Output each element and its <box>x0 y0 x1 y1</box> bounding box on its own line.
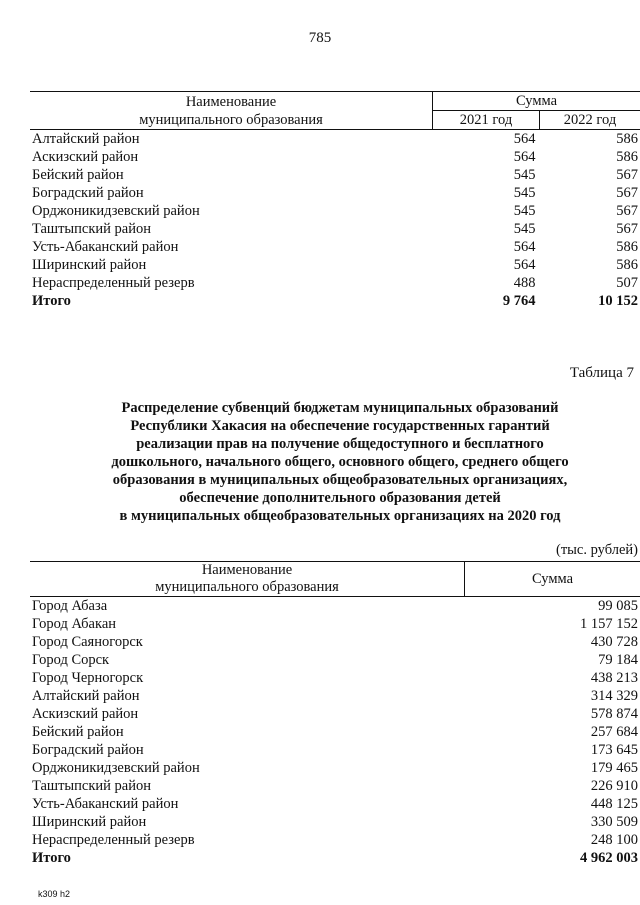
row-value-2022: 567 <box>616 167 638 183</box>
table-row <box>30 705 640 723</box>
row-value-2021: 545 <box>513 185 536 201</box>
row-name: Итого <box>32 293 71 309</box>
row-value-2022: 567 <box>616 185 638 201</box>
table-row <box>30 651 640 669</box>
row-name: Орджоникидзевский район <box>32 760 200 776</box>
row-name: Нераспределенный резерв <box>32 275 195 291</box>
row-name: Город Абаза <box>32 598 108 614</box>
row-name: Город Саяногорск <box>32 634 143 650</box>
row-value: 314 329 <box>590 688 638 704</box>
table2-header-sum: Сумма <box>465 562 640 597</box>
row-value-2022: 567 <box>616 221 638 237</box>
row-value: 226 910 <box>590 778 638 794</box>
row-value-2022: 567 <box>616 203 638 219</box>
row-name: Боградский район <box>32 742 144 758</box>
row-value: 1 157 152 <box>580 616 638 632</box>
row-value: 330 509 <box>590 814 638 830</box>
table-row <box>30 777 640 795</box>
row-name: Нераспределенный резерв <box>32 832 195 848</box>
table-row <box>30 669 640 687</box>
allocation-table-2020 <box>30 561 640 867</box>
table-row <box>30 202 640 220</box>
row-name: Город Сорск <box>32 652 110 668</box>
table7-title <box>40 399 640 525</box>
table-row <box>30 723 640 741</box>
row-name: Усть-Абаканский район <box>32 239 179 255</box>
row-value: 430 728 <box>590 634 638 650</box>
row-name: Аскизский район <box>32 149 139 165</box>
title-line: обеспечение дополнительного образования детей <box>179 490 501 506</box>
row-name: Город Черногорск <box>32 670 144 686</box>
units-label: (тыс. рублей) <box>556 542 638 558</box>
table-row <box>30 166 640 184</box>
row-value: 578 874 <box>590 706 638 722</box>
row-value-2021: 564 <box>513 149 536 165</box>
title-line: дошкольного, начального общего, основного общего, среднего общего <box>111 454 569 470</box>
table-row <box>30 831 640 849</box>
table-row <box>30 597 640 616</box>
table-row <box>30 220 640 238</box>
row-name: Алтайский район <box>32 688 140 704</box>
row-name: Таштыпский район <box>32 221 152 237</box>
row-value: 79 184 <box>598 652 638 668</box>
title-line: образования в муниципальных общеобразовательных организациях, <box>112 472 568 488</box>
row-value-2021: 545 <box>513 203 536 219</box>
page-number: 785 <box>308 30 332 46</box>
row-value-2021: 564 <box>513 257 536 273</box>
title-line: реализации прав на получение общедоступного и бесплатного <box>136 436 544 452</box>
table2-header-name-line2: муниципального образования <box>155 579 339 595</box>
table-row <box>30 238 640 256</box>
row-name: Усть-Абаканский район <box>32 796 179 812</box>
row-name: Боградский район <box>32 185 144 201</box>
row-name: Ширинский район <box>32 814 147 830</box>
row-value: 4 962 003 <box>580 850 638 866</box>
table-row <box>30 130 640 149</box>
table2-header-name <box>30 562 465 597</box>
table-row <box>30 687 640 705</box>
table1-header-name-line2: муниципального образования <box>139 111 323 128</box>
table-row <box>30 813 640 831</box>
table-row <box>30 741 640 759</box>
row-value: 438 213 <box>590 670 638 686</box>
row-name: Алтайский район <box>32 131 140 147</box>
table-row <box>30 633 640 651</box>
table1-header-year-2021: 2021 год <box>433 111 540 130</box>
row-value-2022: 586 <box>616 149 638 165</box>
row-value: 448 125 <box>590 796 638 812</box>
table1-header-name <box>30 92 433 130</box>
allocation-table-2021-2022 <box>30 91 640 310</box>
row-name: Ширинский район <box>32 257 147 273</box>
table-row <box>30 274 640 292</box>
row-name: Бейский район <box>32 167 124 183</box>
table2-header-name-line1: Наименование <box>201 562 293 578</box>
footer-code: k309 h2 <box>38 889 71 899</box>
row-value-2022: 586 <box>616 131 638 147</box>
table-row <box>30 148 640 166</box>
row-name: Город Абакан <box>32 616 117 632</box>
table1-total-row <box>30 292 640 310</box>
row-value-2021: 545 <box>513 167 536 183</box>
table-label: Таблица 7 <box>569 365 634 381</box>
table2-total-row <box>30 849 640 867</box>
title-line: Республики Хакасия на обеспечение государственных гарантий <box>130 418 550 434</box>
row-value-2022: 10 152 <box>598 293 638 309</box>
table-row <box>30 615 640 633</box>
row-value-2022: 507 <box>616 275 638 291</box>
table-row <box>30 759 640 777</box>
row-value: 173 645 <box>590 742 638 758</box>
row-value-2021: 545 <box>513 221 536 237</box>
row-name: Бейский район <box>32 724 124 740</box>
row-name: Аскизский район <box>32 706 139 722</box>
row-value: 179 465 <box>590 760 638 776</box>
title-line: в муниципальных общеобразовательных организациях на 2020 год <box>119 508 561 524</box>
row-name: Итого <box>32 850 71 866</box>
table-row <box>30 256 640 274</box>
table1-header-name-line1: Наименование <box>185 93 277 110</box>
row-value: 257 684 <box>590 724 638 740</box>
table-row <box>30 795 640 813</box>
row-name: Таштыпский район <box>32 778 152 794</box>
row-name: Орджоникидзевский район <box>32 203 200 219</box>
row-value-2022: 586 <box>616 239 638 255</box>
row-value-2021: 488 <box>513 275 536 291</box>
row-value-2021: 564 <box>513 239 536 255</box>
table1-header-sum: Сумма <box>433 92 640 111</box>
row-value-2021: 9 764 <box>502 293 536 309</box>
row-value-2022: 586 <box>616 257 638 273</box>
table1-header-year-2022: 2022 год <box>540 111 640 130</box>
row-value: 99 085 <box>598 598 638 614</box>
row-value-2021: 564 <box>513 131 536 147</box>
table-row <box>30 184 640 202</box>
row-value: 248 100 <box>590 832 638 848</box>
title-line: Распределение субвенций бюджетам муниципальных образований <box>121 400 559 416</box>
